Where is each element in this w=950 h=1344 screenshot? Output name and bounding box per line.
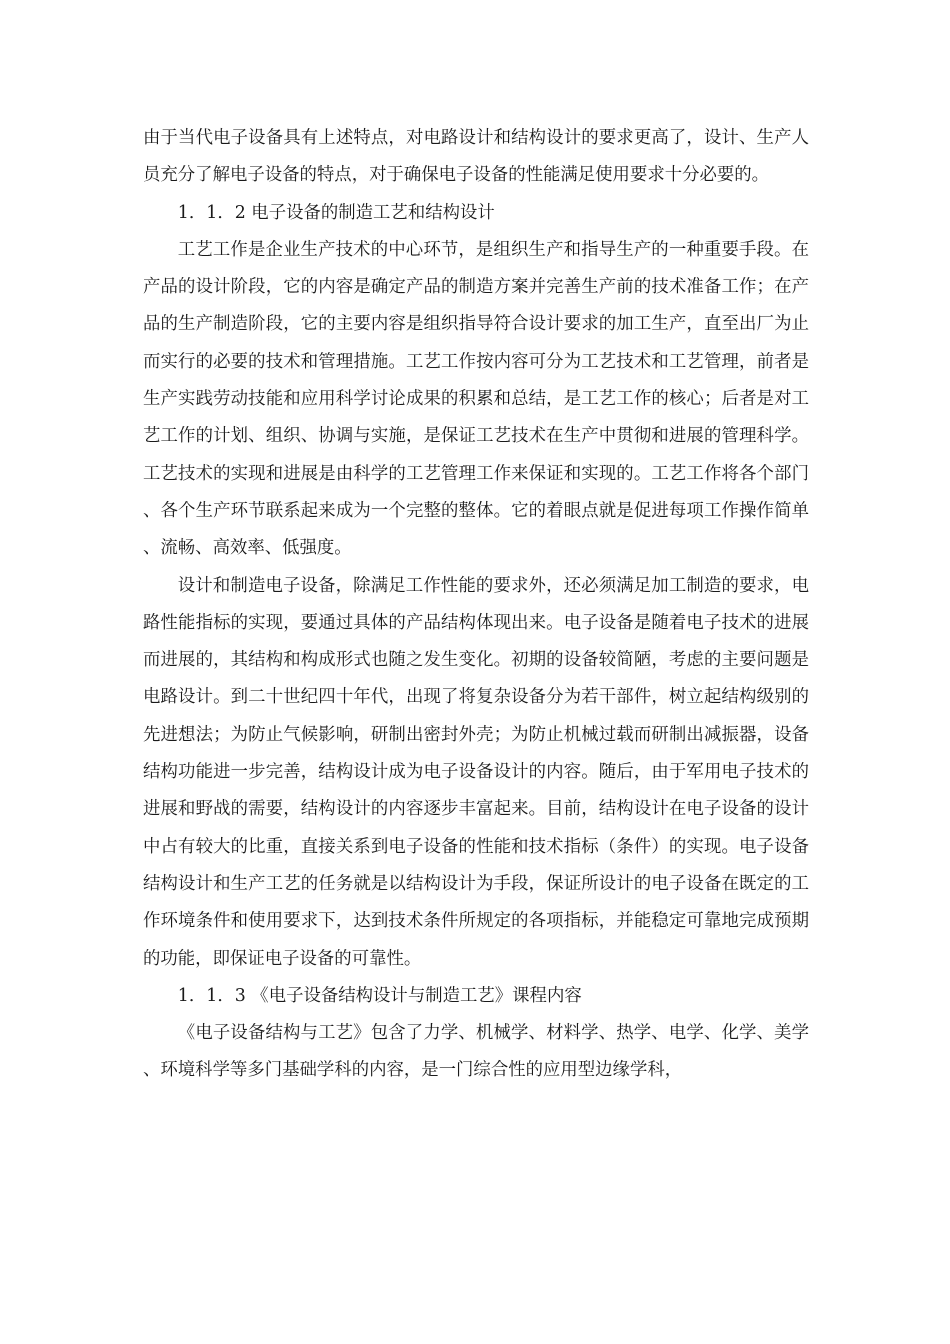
paragraph-process-work: 工艺工作是企业生产技术的中心环节，是组织生产和指导生产的一种重要手段。在产品的设计阶段，它的内容是确定产品的制造方案并完善生产前的技术准备工作；在产品的生产制造阶段，它的主要内容是组织指导符合设计要求的加工生产，直至出厂为止而实行的必要的技术和管理措施。工艺工作按内容可分为工艺技术和工艺管理，前者是生产实践劳动技能和应用科学讨论成果的积累和总结，是工艺工作的核心；后者是对工艺工作的计划、组织、协调与实施，是保证工艺技术在生产中贯彻和进展的管理科学。工艺技术的实现和进展是由科学的工艺管理工作来保证和实现的。工艺工作将各个部门、各个生产环节联系起来成为一个完整的整体。它的着眼点就是促进每项工作操作简单、流畅、高效率、低强度。 <box>143 239 809 559</box>
section-heading-1-1-2: 1．1．2 电子设备的制造工艺和结构设计 <box>177 202 495 223</box>
paragraph-design-manufacture: 设计和制造电子设备，除满足工作性能的要求外，还必须满足加工制造的要求，电路性能指标的实现，要通过具体的产品结构体现出来。电子设备是随着电子技术的进展而进展的，其结构和构成形式也随之发生变化。初期的设备较简陋，考虑的主要问题是电路设计。到二十世纪四十年代，出现了将复杂设备分为若干部件，树立起结构级别的先进想法；为防止气候影响，研制出密封外壳；为防止机械过载而研制出减振器，设备结构功能进一步完善，结构设计成为电子设备设计的内容。随后，由于军用电子技术的进展和野战的需要，结构设计的内容逐步丰富起来。目前，结构设计在电子设备的设计中占有较大的比重，直接关系到电子设备的性能和技术指标（条件）的实现。电子设备结构设计和生产工艺的任务就是以结构设计为手段，保证所设计的电子设备在既定的工作环境条件和使用要求下，达到技术条件所规定的各项指标，并能稳定可靠地完成预期的功能，即保证电子设备的可靠性。 <box>143 575 809 969</box>
document-body <box>143 120 809 1090</box>
paragraph-course-content: 《电子设备结构与工艺》包含了力学、机械学、材料学、热学、电学、化学、美学、环境科学等多门基础学科的内容，是一门综合性的应用型边缘学科， <box>143 1023 809 1081</box>
paragraph-intro: 由于当代电子设备具有上述特点，对电路设计和结构设计的要求更高了，设计、生产人员充分了解电子设备的特点，对于确保电子设备的性能满足使用要求十分必要的。 <box>143 128 809 186</box>
section-heading-1-1-3: 1．1．3 《电子设备结构设计与制造工艺》课程内容 <box>177 985 582 1006</box>
